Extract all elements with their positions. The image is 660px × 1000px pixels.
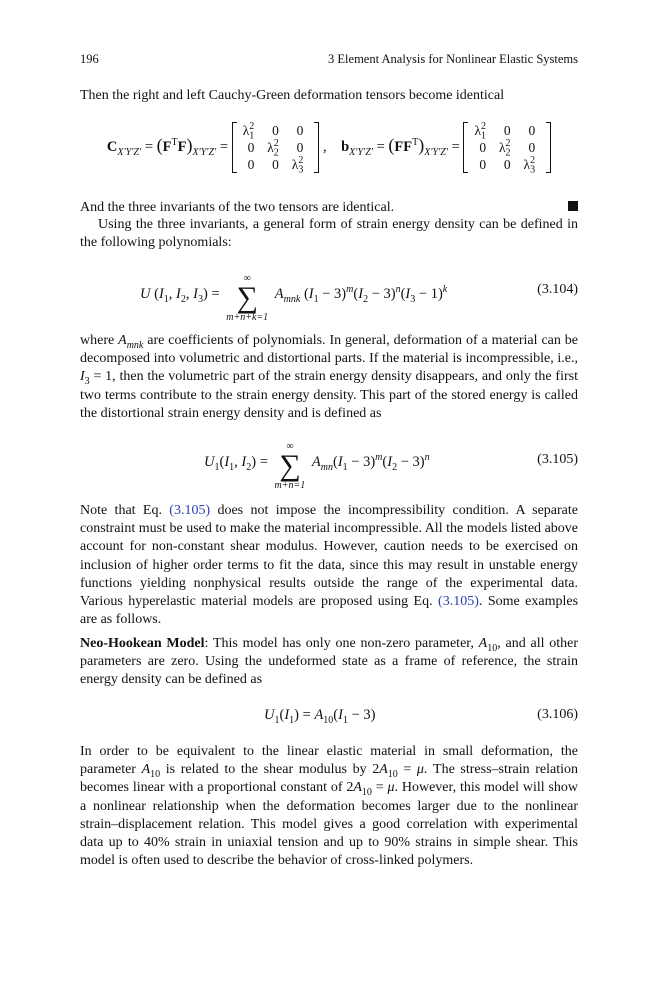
intro-paragraph: Then the right and left Cauchy-Green deformation tensors become identical — [80, 88, 505, 103]
equation-ref-link[interactable]: (3.105) — [438, 594, 479, 610]
equation-number: (3.106) — [537, 707, 578, 722]
note-paragraph: Note that Eq. (3.105) does not impose the incompressibility condition. A separate constraint must be used to make the material incompressible. All the models listed above account for non-constant shear modulus. However, caution needs to be exercised on inclusion of higher order terms to fit the data, since this may result in unstable energy functions yielding nonphysical results outside the range of the experimental data. Various hyperelastic material models are proposed using Eq. (3.105). Some examples are as follows. — [80, 503, 579, 628]
neo-hookean-title: Neo-Hookean Model — [80, 636, 205, 651]
invariants-text: And the three invariants of the two tensors are identical. — [80, 200, 395, 215]
equation-3-104: U ($I_1$, $I_2$, $I_3$) = ∞ ∑ m+n+k=1 $A_{mnk}$ $(I_1 - 3)^m(I_2 - 3)^n(I_3 - 1)^k$ (3.104) — [140, 273, 578, 323]
equation-number: (3.105) — [537, 452, 578, 467]
equation-3-105: $U_1(I_1$, $I_2$) = ∞ ∑ m+n=1 $A_{mn}(I_1 - 3)^m(I_2 - 3)^n$ (3.105) — [204, 441, 578, 491]
cauchy-green-equation: $C_{X'Y'Z'} = (F^TF)_{X'Y'Z'}$ = $\lambda_1^2$ 0 0 0 $\lambda_2^2$ 0 0 0 $\lambda_3^2$ , $b_{X'Y'Z'} = (FF^T)_{X'Y'Z'}$ = $\lambda_1^2$ 0 0 0 $\lambda_2^2$ 0 0 0 $\lambda_3^2$ — [80, 122, 578, 173]
running-header — [80, 52, 578, 68]
general-form-paragraph: Using the three invariants, a general form of strain energy density can be defined in the following polynomials: — [80, 217, 578, 251]
final-paragraph: In order to be equivalent to the linear elastic material in small deformation, the parameter $A_{10}$ is related to the shear modulus by $2A_{10} = \mu$. The stress–strain relation becomes linear with a proportional constant of $2A_{10} = \mu$. However, this model will show a nonlinear relationship when the deformation becomes larger due to the nonlinear strain–displacement relation. This model gives a good correlation with experimental data up to 40% strain in uniaxial tension and up to 90% strains in simple shear. This model is often used to describe the behavior of cross-linked polymers. — [80, 744, 579, 869]
invariants-line — [80, 198, 578, 216]
qed-square-icon — [568, 201, 578, 211]
equation-ref-link[interactable]: (3.105) — [169, 503, 211, 518]
equation-3-106: $U_1(I_1) = A_{10}(I_1 - 3)$ (3.106) — [264, 707, 578, 726]
where-paragraph: where $A_{mnk}$ are coefficients of polynomials. In general, deformation of a material can be decomposed into volumetric and distortional parts. If the material is incompressible, i.e., $I_3 = 1$, then the volumetric part of the strain energy density disappears, and only the first two terms contribute to the strain energy density. This part of the stored energy is called the distortional strain energy density and is defined as — [80, 333, 579, 421]
chapter-title: 3 Element Analysis for Nonlinear Elastic Systems — [328, 52, 578, 66]
matrix-b: $\lambda_1^2$ 0 0 0 $\lambda_2^2$ 0 0 0 $\lambda_3^2$ — [463, 122, 551, 173]
neo-hookean-paragraph: Neo-Hookean Model: This model has only one non-zero parameter, $A_{10}$, and all other parameters are zero. Using the undeformed state as a frame of reference, the strain energy density can be defined as — [80, 636, 579, 688]
equation-number: (3.104) — [537, 282, 578, 297]
page-number: 196 — [80, 52, 99, 66]
matrix-c: $\lambda_1^2$ 0 0 0 $\lambda_2^2$ 0 0 0 $\lambda_3^2$ — [232, 122, 320, 173]
